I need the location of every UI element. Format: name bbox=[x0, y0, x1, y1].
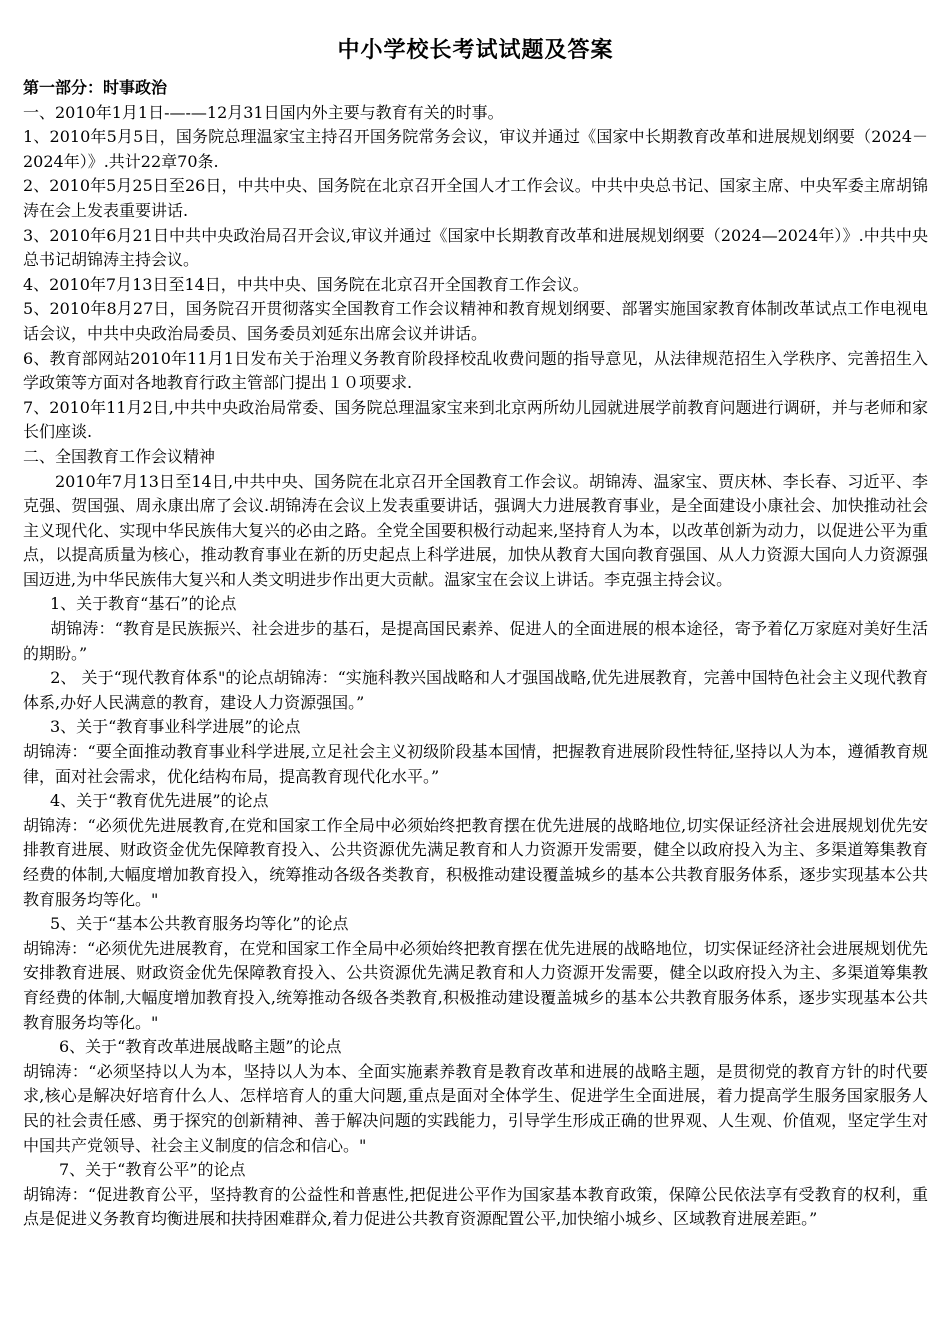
point-heading: 3、关于“教育事业科学进展”的论点 bbox=[50, 717, 301, 737]
point-body: 胡锦涛：“促进教育公平，坚持教育的公益性和普惠性,把促进公平作为国家基本教育政策，保障公民依法享有受教育的权利，重点是促进义务教育均衡进展和扶持困难群众,着力促进公共教育资源配置公平,加快缩小城乡、区域教育进展差距。” bbox=[23, 1184, 928, 1229]
section-intro: 2010年7月13日至14日,中共中央、国务院在北京召开全国教育工作会议。胡锦涛、温家宝、贾庆林、李长春、习近平、李克强、贺国强、周永康出席了会议.胡锦涛在会议上发表重要讲话，强调大力进展教育事业，是全面建设小康社会、加快推动社会主义现代化、实现中华民族伟大复兴的必由之路。全党全国要积极行动起来,坚持育人为本，以改革创新为动力，以促进公平为重点，以提高质量为核心，推动教育事业在新的历史起点上科学进展，加快从教育大国向教育强国、从人力资源大国向人力资源强国迈进,为中华民族伟大复兴和人类文明进步作出更大贡献。温家宝在会议上讲话。李克强主持会议。 bbox=[23, 471, 928, 589]
news-item: 2、2010年5月25日至26日，中共中央、国务院在北京召开全国人才工作会议。中共中央总书记、国家主席、中央军委主席胡锦涛在会上发表重要讲话. bbox=[23, 176, 928, 220]
point-body: 胡锦涛：“要全面推动教育事业科学进展,立足社会主义初级阶段基本国情，把握教育进展阶段性特征,坚持以人为本，遵循教育规律，面对社会需求，优化结构布局，提高教育现代化水平。” bbox=[23, 742, 928, 786]
news-item: 6、教育部网站2010年11月1日发布关于治理义务教育阶段择校乱收费问题的指导意见，从法律规范招生入学秩序、完善招生入学政策等方面对各地教育行政主管部门提出１０项要求. bbox=[23, 348, 928, 393]
section-heading: 一、2010年1月1日-—-—12月31日国内外主要与教育有关的时事。 bbox=[23, 102, 504, 122]
news-item: 4、2010年7月13日至14日，中共中央、国务院在北京召开全国教育工作会议。 bbox=[23, 274, 589, 294]
point-heading: 7、关于“教育公平”的论点 bbox=[59, 1160, 246, 1180]
point-body: 2、 关于“现代教育体系"的论点胡锦涛：“实施科教兴国战略和人才强国战略,优先进展教育，完善中国特色社会主义现代教育体系,办好人民满意的教育，建设人力资源强国。” bbox=[23, 668, 928, 712]
section-heading: 二、全国教育工作会议精神 bbox=[23, 446, 216, 466]
news-item: 7、2010年11月2日,中共中央政治局常委、国务院总理温家宝来到北京两所幼儿园就进展学前教育问题进行调研，并与老师和家长们座谈. bbox=[23, 397, 928, 442]
document-title: 中小学校长考试试题及答案 bbox=[337, 37, 614, 63]
news-item: 3、2010年6月21日中共中央政治局召开会议,审议并通过《国家中长期教育改革和进展规划纲要（2024—2024年）》.中共中央总书记胡锦涛主持会议。 bbox=[23, 225, 928, 270]
point-heading: 1、关于教育“基石”的论点 bbox=[50, 594, 237, 614]
point-heading: 4、关于“教育优先进展”的论点 bbox=[50, 791, 269, 811]
point-body: 胡锦涛：“必须优先进展教育,在党和国家工作全局中必须始终把教育摆在优先进展的战略地位,切实保证经济社会进展规划优先安排教育进展、财政资金优先保障教育投入、公共资源优先满足教育和人力资源开发需要，健全以政府投入为主、多渠道筹集教育经费的体制,大幅度增加教育投入，统筹推动各级各类教育，积极推动建设覆盖城乡的基本公共教育服务体系，逐步实现基本公共教育服务均等化。" bbox=[23, 815, 928, 909]
point-body: 胡锦涛：“必须坚持以人为本，坚持以人为本、全面实施素养教育是教育改革和进展的战略主题，是贯彻党的教育方针的时代要求,核心是解决好培育什么人、怎样培育人的重大问题,重点是面对全体学生、促进学生全面进展，着力提高学生服务国家服务人民的社会责任感、勇于探究的创新精神、善于解决问题的实践能力，引导学生形成正确的世界观、人生观、价值观，坚定学生对中国共产党领导、社会主义制度的信念和信心。" bbox=[23, 1061, 928, 1155]
news-item: 5、2010年8月27日，国务院召开贯彻落实全国教育工作会议精神和教育规划纲要、部署实施国家教育体制改革试点工作电视电话会议，中共中央政治局委员、国务委员刘延东出席会议并讲话。 bbox=[23, 299, 928, 343]
part-heading: 第一部分：时事政治 bbox=[23, 78, 168, 97]
news-item: 1、2010年5月5日，国务院总理温家宝主持召开国务院常务会议，审议并通过《国家中长期教育改革和进展规划纲要（2024－2024年）》.共计22章70条. bbox=[23, 127, 928, 171]
point-heading: 6、关于“教育改革进展战略主题”的论点 bbox=[59, 1037, 342, 1057]
point-heading: 5、关于“基本公共教育服务均等化”的论点 bbox=[50, 914, 349, 934]
point-body: 胡锦涛：“教育是民族振兴、社会进步的基石，是提高国民素养、促进人的全面进展的根本途径，寄予着亿万家庭对美好生活的期盼。” bbox=[23, 619, 928, 663]
point-body: 胡锦涛：“必须优先进展教育，在党和国家工作全局中必须始终把教育摆在优先进展的战略地位，切实保证经济社会进展规划优先安排教育进展、财政资金优先保障教育投入、公共资源优先满足教育和人力资源开发需要，健全以政府投入为主、多渠道筹集教育经费的体制,大幅度增加教育投入,统筹推动各级各类教育,积极推动建设覆盖城乡的基本公共教育服务体系，逐步实现基本公共教育服务均等化。" bbox=[23, 938, 928, 1032]
